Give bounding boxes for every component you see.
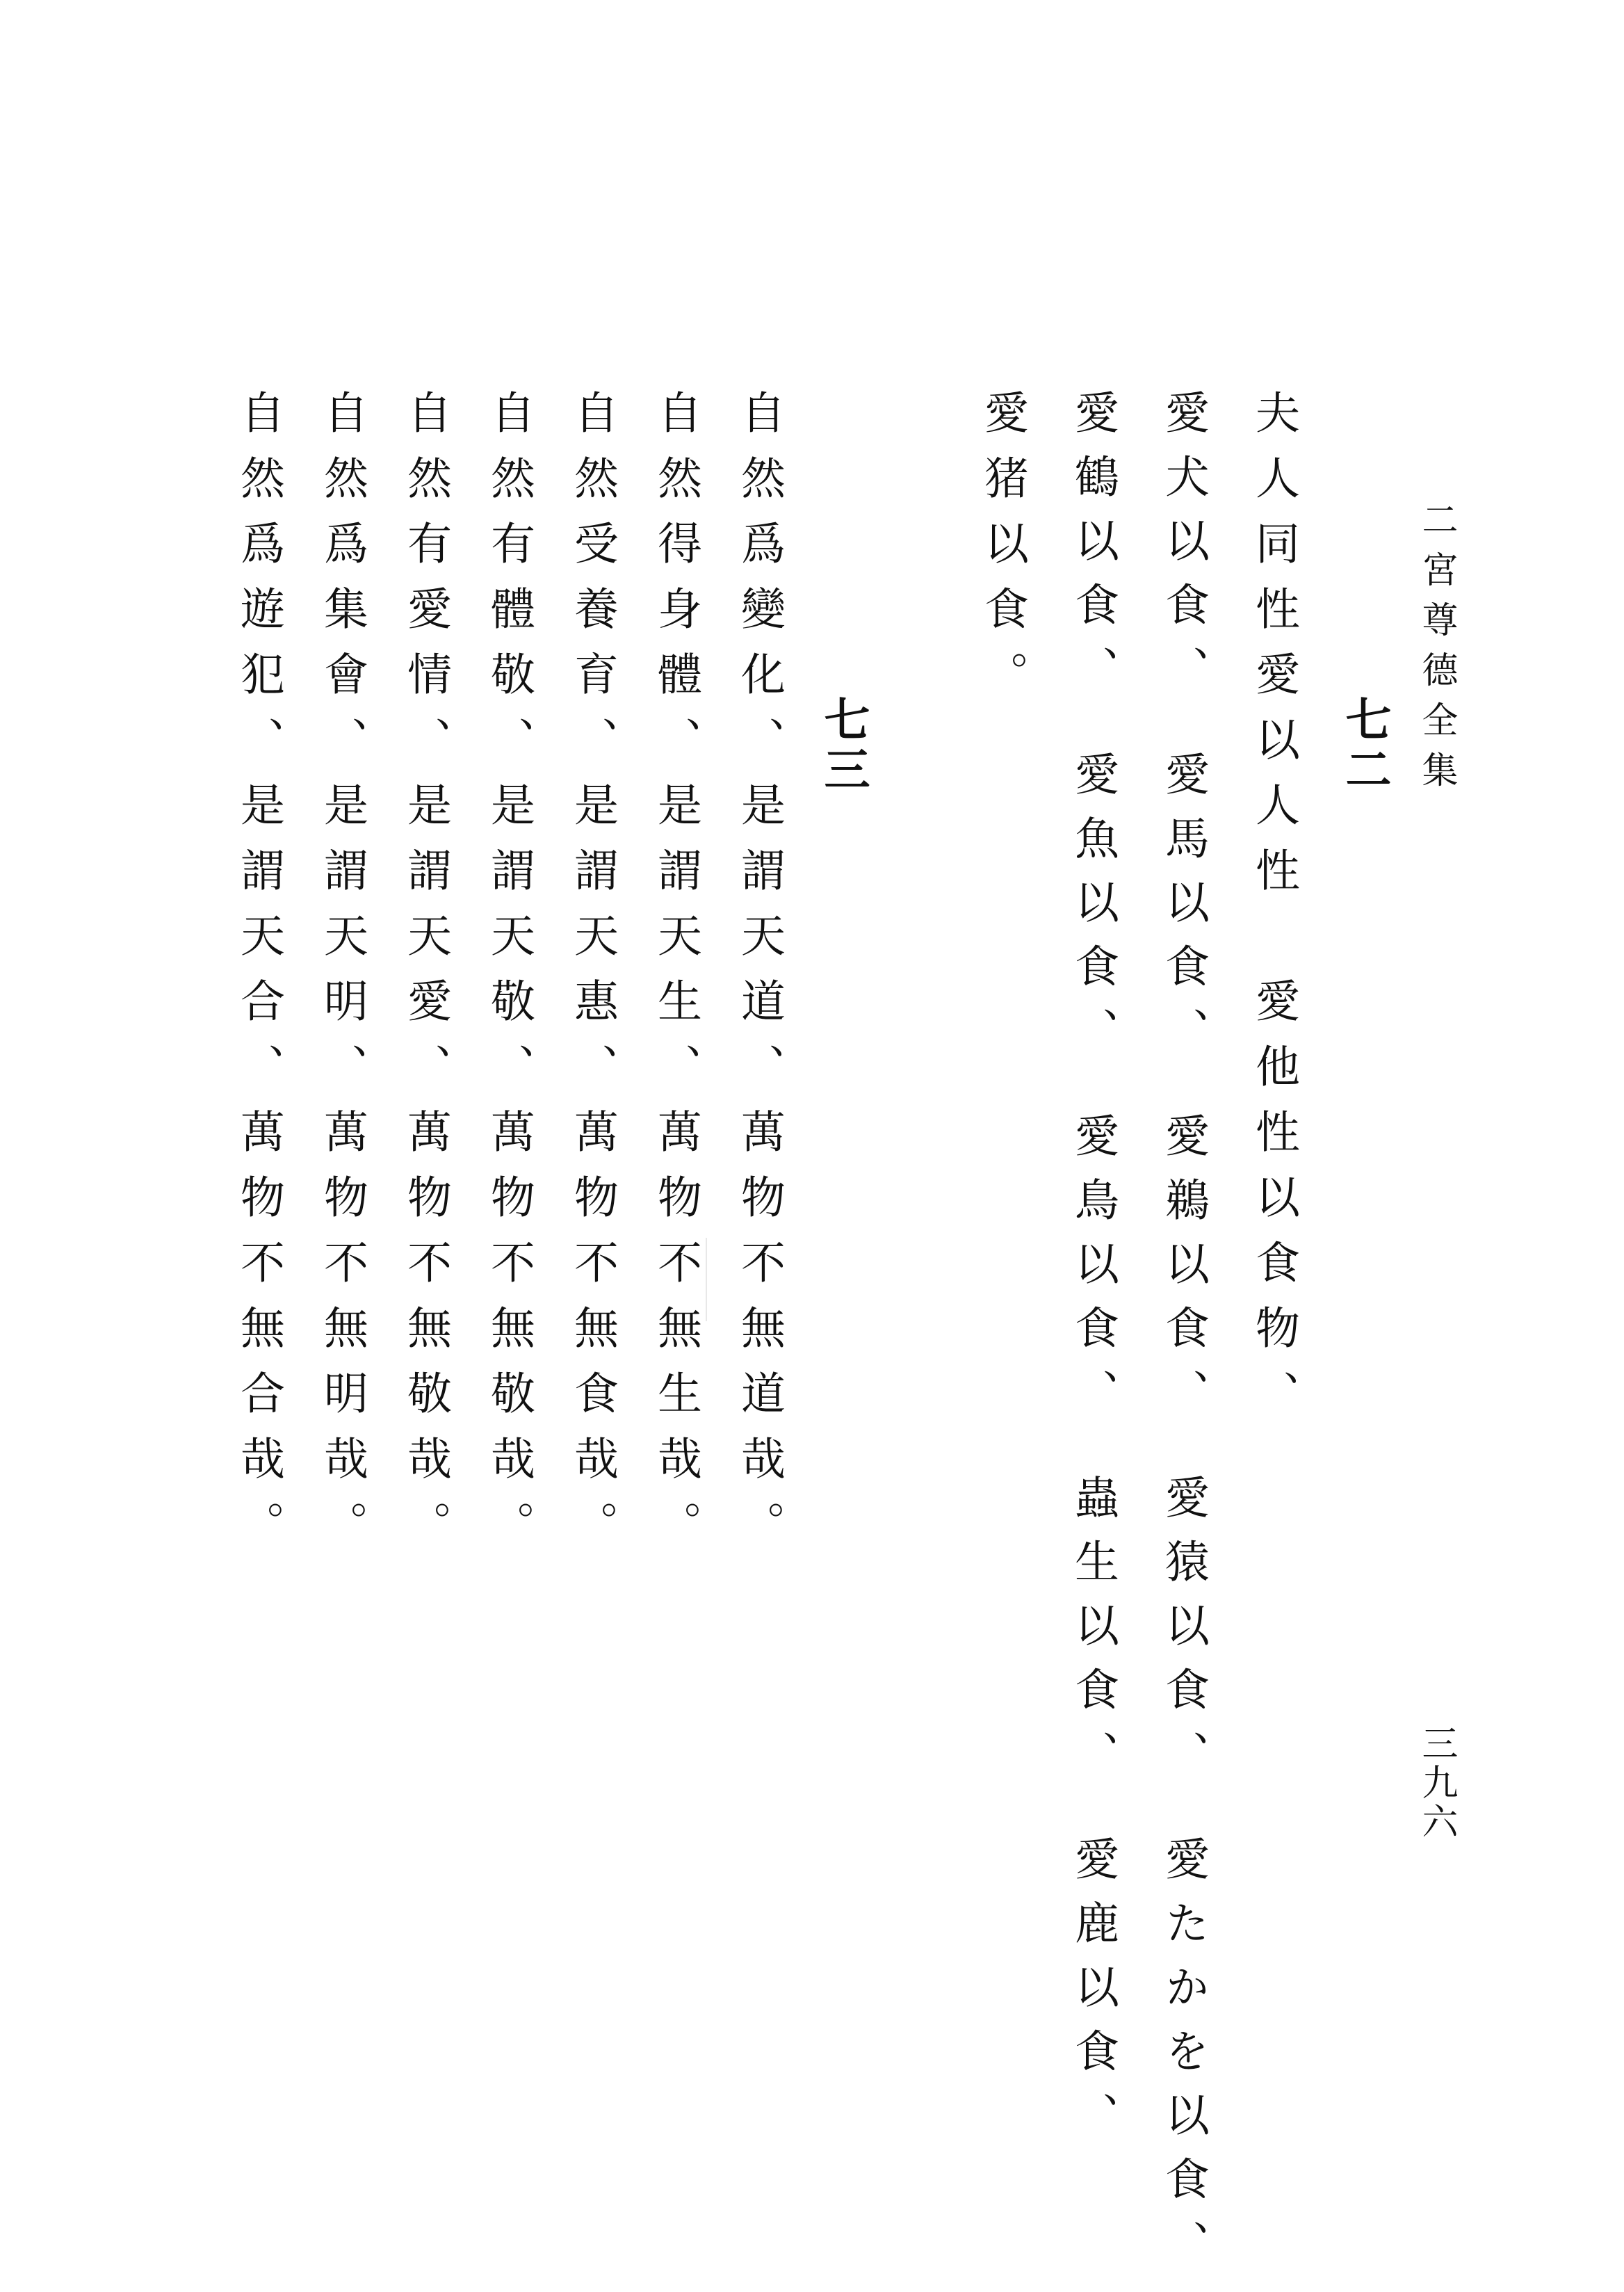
section-number-73: 七三	[816, 695, 870, 796]
faint-mark	[706, 1238, 707, 1321]
section-72-line-1: 夫人同性愛以人性 愛他性以食物、	[1248, 389, 1299, 1435]
section-73-line-6: 自然爲集會、是謂天明、萬物不無明哉。	[316, 389, 368, 1566]
section-72-line-4: 愛猪以食。	[977, 389, 1028, 716]
section-72-line-2: 愛犬以食、 愛馬以食、 愛鵜以食、 愛猿以食、 愛たかを以食、	[1158, 389, 1209, 2284]
section-73-line-3: 自然受養育、是謂天惠、萬物不無食哉。	[567, 389, 618, 1566]
section-73-line-1: 自然爲變化、是謂天道、萬物不無道哉。	[733, 389, 785, 1566]
section-72-line-3: 愛鶴以食、 愛魚以食、 愛鳥以食、 蟲生以食、 愛鹿以食、	[1067, 389, 1119, 2156]
section-73-line-5: 自然有愛情、是謂天愛、萬物不無敬哉。	[400, 389, 451, 1566]
page-number: 三九六	[1415, 1725, 1457, 1841]
section-73-line-4: 自然有體敬、是謂天敬、萬物不無敬哉。	[483, 389, 535, 1566]
section-73-line-7: 自然爲遊犯、是謂天合、萬物不無合哉。	[233, 389, 284, 1566]
running-header-title: 二宮尊德全集	[1415, 501, 1457, 801]
section-number-72: 七二	[1338, 695, 1392, 796]
section-73-line-2: 自然得身體、是謂天生、萬物不無生哉。	[650, 389, 701, 1566]
